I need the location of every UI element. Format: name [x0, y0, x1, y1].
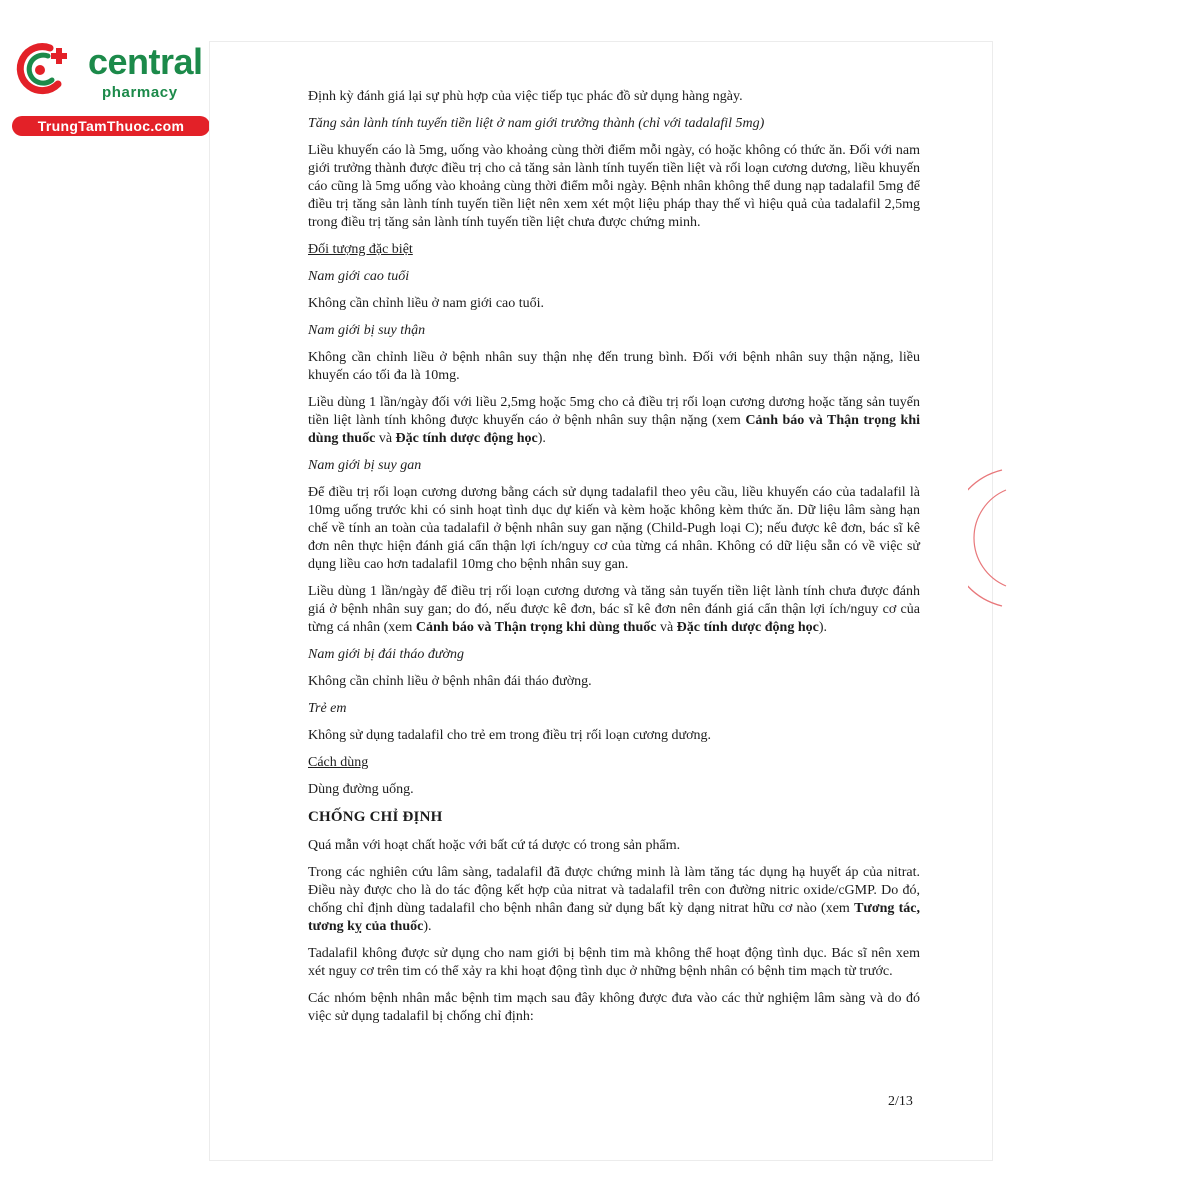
logo-brand: central: [88, 41, 203, 82]
text-run: ).: [423, 919, 432, 934]
section-subheading: Nam giới bị suy thận: [308, 323, 426, 338]
paragraph: Liều khuyến cáo là 5mg, uống vào khoảng cùng thời điểm mỗi ngày, có hoặc không có thức ăn. Đối với nam giới trưởng thành được điều trị cho cả tăng sản lành tính tuyến tiền liệt và rối loạn cương dương, liều khuyến cáo cũng là 5mg uống vào khoảng cùng thời điểm mỗi ngày. Bệnh nhân không thể dung nạp tadalafil 5mg để điều trị tăng sản lành tính tuyến tiền liệt nên xem xét một liệu pháp thay thế vì hiệu quả của tadalafil 2,5mg trong điều trị tăng sản lành tính tuyến tiền liệt chưa được chứng minh.: [308, 143, 920, 230]
paragraph: Dùng đường uống.: [308, 782, 414, 797]
red-stamp-icon: [968, 468, 1008, 608]
text-run: và: [375, 431, 396, 446]
text-run: Liều dùng 1 lần/ngày để điều trị rối loạn cương dương và tăng sản tuyến tiền liệt lành tính chưa được đánh giá ở bệnh nhân suy gan; do đó, nếu được kê đơn, bác sĩ kê đơn nên đánh giá cẩn thận lợi ích/nguy cơ của từng cá nhân (xem: [308, 584, 920, 635]
text-run: Trong các nghiên cứu lâm sàng, tadalafil đã được chứng minh là làm tăng tác dụng hạ huyết áp của nitrat. Điều này được cho là do tác động kết hợp của nitrat và tadalafil trên con đường nitric oxide/cGMP. Do đó, chống chỉ định dùng tadalafil cho bệnh nhân đang sử dụng bất kỳ dạng nitrat hữu cơ nào (xem: [308, 865, 920, 916]
bold-reference: Cảnh báo và Thận trọng khi dùng thuốc: [308, 413, 921, 446]
paragraph: [308, 394, 920, 448]
paragraph: Quá mẫn với hoạt chất hoặc với bất cứ tá dược có trong sản phẩm.: [308, 838, 681, 853]
paragraph: Không cần chỉnh liều ở bệnh nhân đái tháo đường.: [308, 674, 592, 689]
bold-reference: Tương tác, tương kỵ của thuốc: [308, 901, 920, 934]
text-run: và: [656, 620, 677, 635]
section-heading: Đối tượng đặc biệt: [308, 242, 413, 257]
paragraph: Để điều trị rối loạn cương dương bằng cách sử dụng tadalafil theo yêu cầu, liều khuyến cáo của tadalafil là 10mg uống trước khi có sinh hoạt tình dục dự kiến và kèm hoặc không kèm thức ăn. Dữ liệu lâm sàng hạn chế về tính an toàn của tadalafil ở bệnh nhân suy gan nặng (Child-Pugh loại C); nếu được kê đơn, bác sĩ kê đơn nên thực hiện đánh giá cẩn thận lợi ích/nguy cơ của từng cá nhân. Không có dữ liệu sẵn có về việc sử dụng liều cao hơn tadalafil 10mg cho bệnh nhân suy gan.: [308, 485, 920, 572]
section-subheading: Nam giới bị đái tháo đường: [308, 647, 464, 662]
bold-reference: Đặc tính dược động học: [395, 431, 538, 446]
paragraph: Các nhóm bệnh nhân mắc bệnh tim mạch sau đây không được đưa vào các thử nghiệm lâm sàng và do đó việc sử dụng tadalafil bị chống chỉ định:: [308, 991, 920, 1024]
pharmacy-cross-icon: [12, 40, 70, 98]
paragraph: [308, 864, 920, 936]
section-heading: Cách dùng: [308, 755, 369, 770]
section-subheading: Nam giới cao tuổi: [308, 269, 410, 284]
text-run: ).: [537, 431, 546, 446]
section-subheading: Tăng sản lành tính tuyến tiền liệt ở nam giới trưởng thành (chỉ với tadalafil 5mg): [308, 116, 765, 131]
document-body: [308, 88, 920, 1035]
paragraph: Định kỳ đánh giá lại sự phù hợp của việc tiếp tục phác đồ sử dụng hàng ngày.: [308, 89, 743, 104]
logo-website: TrungTamThuoc.com: [12, 116, 210, 136]
paragraph: [308, 583, 920, 637]
bold-reference: Cảnh báo và Thận trọng khi dùng thuốc: [415, 620, 657, 635]
bold-reference: Đặc tính dược động học: [676, 620, 819, 635]
text-run: Liều dùng 1 lần/ngày đối với liều 2,5mg hoặc 5mg cho cả điều trị rối loạn cương dương hoặc tăng sản tuyến tiền liệt lành tính không được khuyến cáo ở bệnh nhân suy thận nặng (xem: [308, 395, 920, 428]
text-run: ).: [818, 620, 828, 635]
section-subheading: Nam giới bị suy gan: [308, 458, 422, 473]
paragraph: Tadalafil không được sử dụng cho nam giới bị bệnh tim mà không thể hoạt động tình dục. Bác sĩ nên xem xét nguy cơ trên tim có thể xảy ra khi hoạt động tình dục ở những bệnh nhân có bệnh tim mạch từ trước.: [308, 946, 920, 979]
contraindications-heading: CHỐNG CHỈ ĐỊNH: [308, 809, 443, 825]
paragraph: Không cần chỉnh liều ở bệnh nhân suy thận nhẹ đến trung bình. Đối với bệnh nhân suy thận nặng, liều khuyến cáo tối đa là 10mg.: [308, 350, 920, 383]
section-subheading: Trẻ em: [308, 701, 347, 716]
logo-subtitle: pharmacy: [102, 84, 178, 101]
page-number: 2/13: [888, 1094, 913, 1109]
central-pharmacy-logo: [10, 34, 215, 138]
paragraph: Không cần chỉnh liều ở nam giới cao tuổi.: [308, 296, 545, 311]
paragraph: Không sử dụng tadalafil cho trẻ em trong điều trị rối loạn cương dương.: [308, 728, 712, 743]
